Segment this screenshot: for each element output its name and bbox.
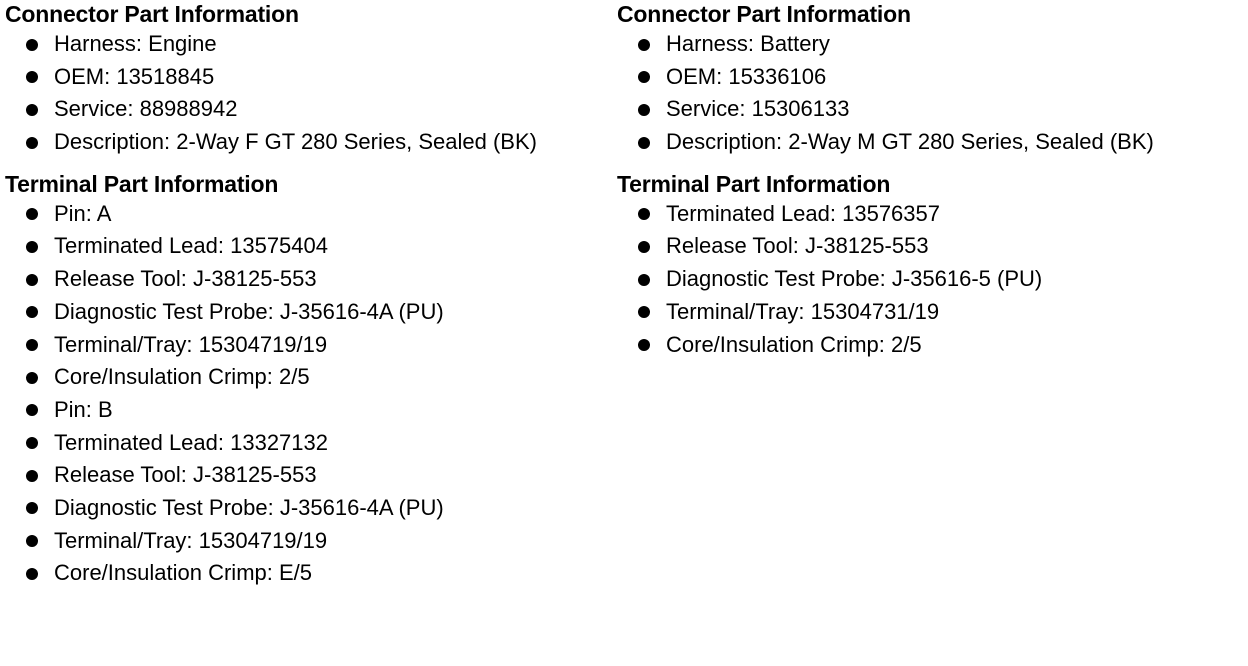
bullet-icon [638, 137, 650, 149]
list-item [617, 61, 1242, 94]
right-connector-list [617, 28, 1242, 159]
bullet-icon [26, 71, 38, 83]
list-item [5, 230, 610, 263]
pin-b-list [5, 394, 610, 590]
list-item-text: Diagnostic Test Probe: J-35616-4A (PU) [54, 298, 444, 324]
bullet-icon [638, 39, 650, 51]
bullet-icon [638, 71, 650, 83]
list-item [5, 394, 610, 427]
list-item [617, 198, 1242, 231]
list-item-text: OEM: 15336106 [666, 63, 827, 89]
bullet-icon [638, 208, 650, 220]
list-item [617, 329, 1242, 362]
list-item-text: Service: 88988942 [54, 96, 238, 122]
list-item-text: Release Tool: J-38125-553 [666, 233, 929, 259]
left-terminal-title: Terminal Part Information [5, 170, 279, 197]
list-item-text: Service: 15306133 [666, 96, 850, 122]
list-item [5, 126, 610, 159]
list-item-text: Core/Insulation Crimp: E/5 [54, 560, 312, 586]
list-item-text: Description: 2-Way M GT 280 Series, Sealed (BK) [666, 129, 1154, 155]
bullet-icon [638, 104, 650, 116]
list-item [5, 61, 610, 94]
bullet-icon [26, 535, 38, 547]
pin-a-list [5, 198, 610, 394]
list-item [5, 93, 610, 126]
list-item [617, 296, 1242, 329]
list-item [5, 296, 610, 329]
list-item [5, 263, 610, 296]
list-item-text: Terminal/Tray: 15304719/19 [54, 331, 328, 357]
bullet-icon [26, 137, 38, 149]
list-item-text: Description: 2-Way F GT 280 Series, Sealed (BK) [54, 129, 537, 155]
left-connector-list [5, 28, 610, 159]
list-item [617, 263, 1242, 296]
right-connector-title: Connector Part Information [617, 1, 911, 27]
list-item-text: Terminal/Tray: 15304731/19 [666, 298, 940, 324]
list-item [5, 198, 610, 231]
right-terminal-list [617, 198, 1242, 361]
list-item [5, 361, 610, 394]
bullet-icon [26, 437, 38, 449]
list-item [5, 525, 610, 558]
list-item [617, 28, 1242, 61]
left-column [5, 0, 610, 590]
list-item-text: Terminated Lead: 13576357 [666, 200, 940, 226]
list-item [5, 427, 610, 460]
bullet-icon [26, 404, 38, 416]
list-item [5, 557, 610, 590]
bullet-icon [26, 339, 38, 351]
bullet-icon [26, 241, 38, 253]
list-item-text: Terminated Lead: 13575404 [54, 233, 328, 259]
list-item-text: Pin: B [54, 396, 113, 422]
list-item [5, 459, 610, 492]
bullet-icon [26, 470, 38, 482]
bullet-icon [638, 339, 650, 351]
list-item-text: Core/Insulation Crimp: 2/5 [666, 331, 922, 357]
list-item-text: Terminated Lead: 13327132 [54, 429, 328, 455]
bullet-icon [26, 568, 38, 580]
bullet-icon [26, 104, 38, 116]
list-item-text: Core/Insulation Crimp: 2/5 [54, 364, 310, 390]
list-item-text: Terminal/Tray: 15304719/19 [54, 527, 328, 553]
list-item [5, 329, 610, 362]
bullet-icon [26, 274, 38, 286]
list-item-text: Diagnostic Test Probe: J-35616-4A (PU) [54, 494, 444, 520]
list-item-text: Harness: Engine [54, 31, 217, 56]
left-connector-title: Connector Part Information [5, 1, 299, 27]
bullet-icon [26, 502, 38, 514]
list-item [617, 93, 1242, 126]
list-item-text: Release Tool: J-38125-553 [54, 266, 317, 292]
bullet-icon [26, 372, 38, 384]
bullet-icon [638, 274, 650, 286]
right-terminal-title: Terminal Part Information [617, 170, 891, 197]
bullet-icon [638, 306, 650, 318]
list-item [617, 230, 1242, 263]
list-item [5, 28, 610, 61]
list-item [617, 126, 1242, 159]
bullet-icon [26, 306, 38, 318]
list-item-text: Diagnostic Test Probe: J-35616-5 (PU) [666, 266, 1043, 292]
list-item-text: OEM: 13518845 [54, 63, 215, 89]
bullet-icon [26, 39, 38, 51]
list-item-text: Release Tool: J-38125-553 [54, 462, 317, 488]
bullet-icon [26, 208, 38, 220]
list-item-text: Harness: Battery [666, 31, 830, 56]
right-column [617, 0, 1242, 361]
list-item-text: Pin: A [54, 200, 112, 226]
bullet-icon [638, 241, 650, 253]
list-item [5, 492, 610, 525]
